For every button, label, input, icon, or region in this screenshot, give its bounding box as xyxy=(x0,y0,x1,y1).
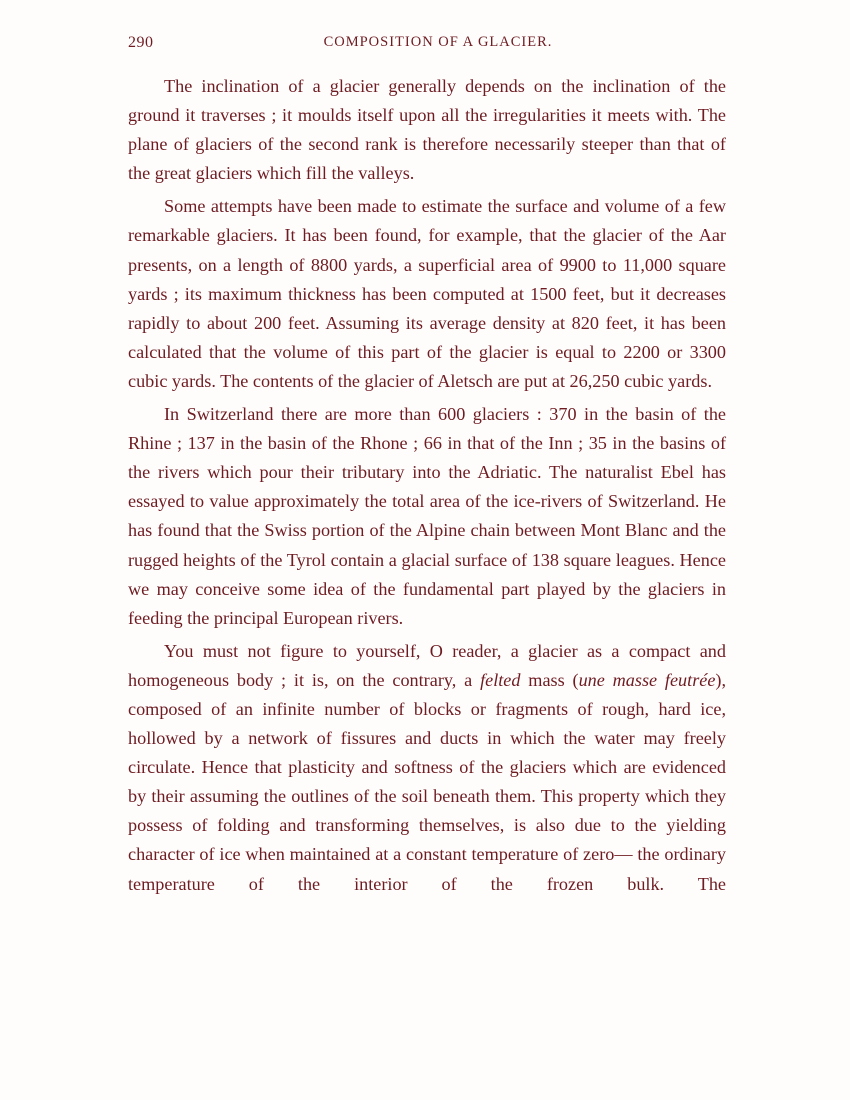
composition-text-start: You must not figure to yourself, O reader, a glacier as a compact and homogeneous body ; it is, on the contrary, a xyxy=(128,640,726,690)
paragraph-swiss-glaciers: In Switzerland there are more than 600 glaciers : 370 in the basin of the Rhine ; 137 in the basin of the Rhone ; 66 in that of the Inn ; 35 in the basins of the rivers which pour their tributary into the Adriatic. The naturalist Ebel has essayed to value approximately the total area of the ice-rivers of Switzerland. He has found that the Swiss portion of the Alpine chain between Mont Blanc and the rugged heights of the Tyrol contain a glacial surface of 138 square leagues. Hence we may conceive some idea of the fundamental part played by the glaciers in feeding the principal European rivers. xyxy=(128,404,726,628)
paragraph-glacier-composition xyxy=(128,637,726,899)
paragraph-glacier-inclination: The inclination of a glacier generally depends on the inclination of the ground it traverses ; it moulds itself upon all the irregularities it meets with. The plane of glaciers of the second rank is therefore necessarily steeper than that of the great glaciers which fill the valleys. xyxy=(128,76,726,184)
felted-word: felted xyxy=(480,669,521,690)
composition-mass-open: mass ( xyxy=(528,669,579,690)
page-number: 290 xyxy=(128,34,154,51)
page-header xyxy=(128,34,728,58)
composition-text-end: ), composed of an infinite number of blocks or fragments of rough, hard ice, hollowed by a network of fissures and ducts in which the water may freely circulate. Hence that plasticity and softness of the glaciers which are evidenced by their assuming the outlines of the soil beneath them. This property which they possess of folding and transforming themselves, is also due to the yielding character of ice when maintained at a constant temperature of zero— the ordinary temperature of the interior of the frozen bulk. The xyxy=(128,669,727,894)
body-text xyxy=(128,72,726,903)
paragraph-glacier-volume: Some attempts have been made to estimate the surface and volume of a few remarkable glaciers. It has been found, for example, that the glacier of the Aar presents, on a length of 8800 yards, a superficial area of 9900 to 11,000 square yards ; its maximum thickness has been computed at 1500 feet, but it decreases rapidly to about 200 feet. Assuming its average density at 820 feet, it has been calculated that the volume of this part of the glacier is equal to 2200 or 3300 cubic yards. The contents of the glacier of Aletsch are put at 26,250 cubic yards. xyxy=(128,196,726,391)
french-phrase: une masse feutrée xyxy=(578,669,716,690)
running-title: COMPOSITION OF A GLACIER. xyxy=(323,34,553,50)
